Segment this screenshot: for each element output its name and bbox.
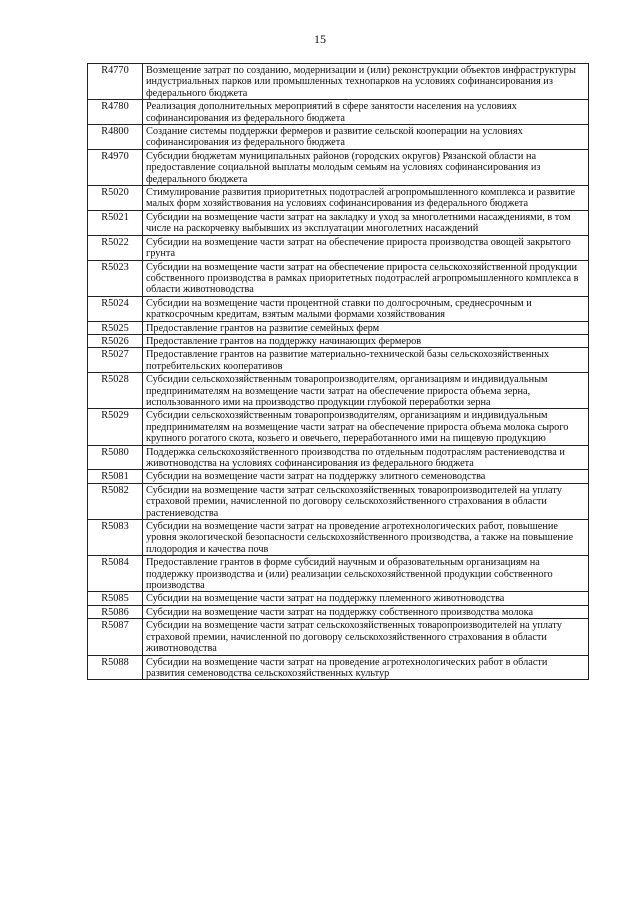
table-row [88,655,589,680]
row-code: R5080 [88,445,143,470]
table-row [88,296,589,321]
row-code: R4970 [88,149,143,185]
row-code: R4770 [88,64,143,100]
table-row [88,149,589,185]
table-row [88,520,589,556]
row-description: Предоставление грантов в форме субсидий научным и образовательным организациям на поддержку производства и (или) реализации сельскохозяйственной продукции собственного производства [143,556,589,592]
table-row [88,373,589,409]
row-description: Субсидии на возмещение части процентной ставки по долгосрочным, среднесрочным и краткосрочным кредитам, взятым малыми формами хозяйствования [143,296,589,321]
row-code: R5022 [88,235,143,260]
row-code: R5021 [88,210,143,235]
row-code: R5081 [88,470,143,483]
row-description: Поддержка сельскохозяйственного производства по отдельным подотраслям растениеводства и животноводства на условиях софинансирования из федерального бюджета [143,445,589,470]
row-code: R5027 [88,348,143,373]
budget-codes-table [87,63,589,680]
table-row [88,409,589,445]
row-description: Предоставление грантов на развитие семейных ферм [143,321,589,334]
row-description: Предоставление грантов на развитие материально-технической базы сельскохозяйственных потребительских кооперативов [143,348,589,373]
row-description: Предоставление грантов на поддержку начинающих фермеров [143,334,589,347]
row-description: Субсидии сельскохозяйственным товаропроизводителям, организациям и индивидуальным предпринимателям на возмещение части затрат на обеспечение прироста объема зерна, использованного ими на производство продукции глубокой переработки зерна [143,373,589,409]
table-row [88,100,589,125]
row-description: Субсидии на возмещение части затрат сельскохозяйственных товаропроизводителей на уплату страховой премии, начисленной по договору сельскохозяйственного страхования в области животноводства [143,619,589,655]
row-code: R4780 [88,100,143,125]
table-row [88,321,589,334]
row-description: Субсидии на возмещение части затрат на поддержку племенного животноводства [143,592,589,605]
table-row [88,619,589,655]
row-description: Субсидии сельскохозяйственным товаропроизводителям, организациям и индивидуальным предпринимателям на возмещение части затрат на обеспечение прироста объема молока сырого крупного рогатого скота, козьего и овечьего, переработанного ими на пищевую продукцию [143,409,589,445]
page-number: 15 [314,32,326,46]
table-row [88,348,589,373]
row-code: R5020 [88,186,143,211]
table-row [88,470,589,483]
row-description: Субсидии на возмещение части затрат на обеспечение прироста производства овощей закрытого грунта [143,235,589,260]
table-row [88,445,589,470]
row-code: R5025 [88,321,143,334]
row-code: R5024 [88,296,143,321]
row-code: R5028 [88,373,143,409]
row-code: R5088 [88,655,143,680]
row-code: R5086 [88,605,143,618]
table-row [88,64,589,100]
table-row [88,334,589,347]
table-row [88,592,589,605]
row-code: R5023 [88,260,143,296]
table-row [88,210,589,235]
row-description: Субсидии на возмещение части затрат на поддержку элитного семеноводства [143,470,589,483]
table-row [88,260,589,296]
table-body [88,64,589,680]
table-row [88,605,589,618]
row-code: R5029 [88,409,143,445]
row-code: R5084 [88,556,143,592]
row-description: Возмещение затрат по созданию, модернизации и (или) реконструкции объектов инфраструктуры индустриальных парков или промышленных технопарков на условиях софинансирования из федерального бюджета [143,64,589,100]
row-description: Субсидии бюджетам муниципальных районов (городских округов) Рязанской области на предоставление социальной выплаты молодым семьям на условиях софинансирования из федерального бюджета [143,149,589,185]
row-description: Стимулирование развития приоритетных подотраслей агропромышленного комплекса и развитие малых форм хозяйствования на условиях софинансирования из федерального бюджета [143,186,589,211]
row-description: Субсидии на возмещение части затрат на закладку и уход за многолетними насаждениями, в том числе на раскорчевку выбывших из эксплуатации многолетних насаждений [143,210,589,235]
row-description: Субсидии на возмещение части затрат на поддержку собственного производства молока [143,605,589,618]
row-description: Субсидии на возмещение части затрат на обеспечение прироста сельскохозяйственной продукции собственного производства в рамках приоритетных подотраслей агропромышленного комплекса в области животноводства [143,260,589,296]
table-row [88,125,589,150]
table-row [88,483,589,519]
table-row [88,235,589,260]
row-code: R5083 [88,520,143,556]
row-code: R5087 [88,619,143,655]
row-description: Субсидии на возмещение части затрат сельскохозяйственных товаропроизводителей на уплату страховой премии, начисленной по договору сельскохозяйственного страхования в области растениеводства [143,483,589,519]
row-description: Создание системы поддержки фермеров и развитие сельской кооперации на условиях софинансирования из федерального бюджета [143,125,589,150]
row-code: R4800 [88,125,143,150]
row-code: R5085 [88,592,143,605]
table-row [88,186,589,211]
table-row [88,556,589,592]
row-description: Субсидии на возмещение части затрат на проведение агротехнологических работ, повышение уровня экологической безопасности сельскохозяйственного производства, а также на повышение плодородия и качества почв [143,520,589,556]
row-code: R5082 [88,483,143,519]
row-code: R5026 [88,334,143,347]
row-description: Реализация дополнительных мероприятий в сфере занятости населения на условиях софинансирования из федерального бюджета [143,100,589,125]
row-description: Субсидии на возмещение части затрат на проведение агротехнологических работ в области развития семеноводства сельскохозяйственных культур [143,655,589,680]
